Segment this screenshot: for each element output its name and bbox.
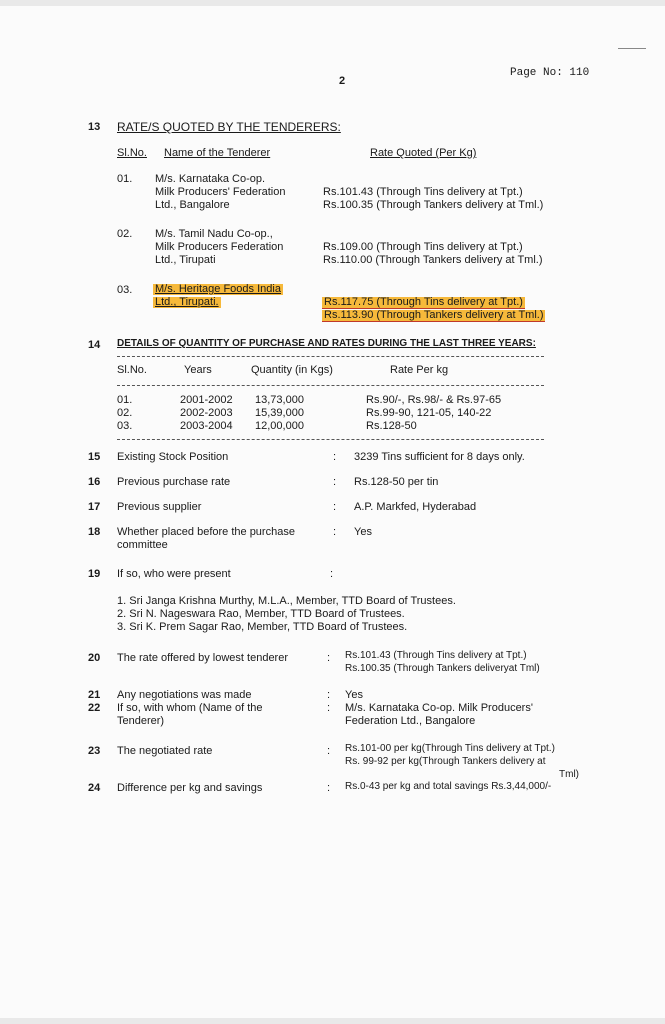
s13-row2-name-line2: Milk Producers Federation	[155, 241, 284, 253]
item-15-label: Existing Stock Position	[117, 451, 229, 463]
s14-row1-rate: Rs.90/-, Rs.98/- & Rs.97-65	[366, 394, 502, 406]
item-20-colon: :	[327, 652, 331, 664]
s14-col-slno: Sl.No.	[117, 364, 147, 376]
s13-row1-name-line1: M/s. Karnataka Co-op.	[155, 173, 266, 185]
item-17-value: A.P. Markfed, Hyderabad	[354, 501, 477, 513]
section-14-number: 14	[88, 339, 101, 351]
item-16-label: Previous purchase rate	[117, 476, 231, 488]
page-number: 2	[339, 75, 346, 87]
scan-mark	[618, 48, 646, 49]
item-23-number: 23	[88, 745, 101, 757]
s13-row3-rate1: Rs.117.75 (Through Tins delivery at Tpt.)	[324, 296, 523, 308]
item-15-number: 15	[88, 451, 101, 463]
item-23-value-line2: Rs. 99-92 per kg(Through Tankers delivery at	[345, 756, 546, 767]
item-16-colon: :	[333, 476, 337, 488]
document-page	[0, 6, 665, 1018]
s14-row2-rate: Rs.99-90, 121-05, 140-22	[366, 407, 492, 419]
item-20-label: The rate offered by lowest tenderer	[117, 652, 289, 664]
s14-row1-qty: 13,73,000	[255, 394, 304, 406]
section-14-title: DETAILS OF QUANTITY OF PURCHASE AND RATES DURING THE LAST THREE YEARS:	[117, 338, 536, 349]
item-17-colon: :	[333, 501, 337, 513]
item-22-value-line2: Federation Ltd., Bangalore	[345, 715, 476, 727]
s13-row2-name-line3: Ltd., Tirupati	[155, 254, 216, 266]
item-23-value-line3: Tml)	[559, 769, 579, 780]
item-24-number: 24	[88, 782, 101, 794]
s14-row3-year: 2003-2004	[180, 420, 233, 432]
s13-row1-name-line3: Ltd., Bangalore	[155, 199, 230, 211]
s13-row2-name-line1: M/s. Tamil Nadu Co-op.,	[155, 228, 273, 240]
s13-row2-rate2: Rs.110.00 (Through Tankers delivery at Tml.)	[323, 254, 543, 266]
item-23-label: The negotiated rate	[117, 745, 213, 757]
item-22-label-line1: If so, with whom (Name of the	[117, 702, 263, 714]
item-18-colon: :	[333, 526, 337, 538]
item-22-number: 22	[88, 702, 101, 714]
item-19-number: 19	[88, 568, 101, 580]
item-24-colon: :	[327, 782, 331, 794]
item-23-value-line1: Rs.101-00 per kg(Through Tins delivery at Tpt.)	[345, 743, 555, 754]
s13-row3-no: 03.	[117, 284, 133, 296]
s13-row1-no: 01.	[117, 173, 133, 185]
item-18-label-line1: Whether placed before the purchase	[117, 526, 295, 538]
s13-row2-rate1: Rs.109.00 (Through Tins delivery at Tpt.)	[323, 241, 523, 253]
section-13-title: RATE/S QUOTED BY THE TENDERERS:	[117, 120, 341, 134]
item-22-label-line2: Tenderer)	[117, 715, 165, 727]
item-20-value-line2: Rs.100.35 (Through Tankers deliveryat Tml)	[345, 663, 540, 674]
s13-row1-rate1: Rs.101.43 (Through Tins delivery at Tpt.)	[323, 186, 523, 198]
s13-row3-name-line1: M/s. Heritage Foods India	[155, 283, 281, 295]
item-19-member-3: 3. Sri K. Prem Sagar Rao, Member, TTD Board of Trustees.	[117, 621, 408, 633]
item-19-member-2: 2. Sri N. Nageswara Rao, Member, TTD Board of Trustees.	[117, 608, 405, 620]
item-24-value: Rs.0-43 per kg and total savings Rs.3,44,000/-	[345, 781, 552, 792]
item-17-number: 17	[88, 501, 101, 513]
item-22-value-line1: M/s. Karnataka Co-op. Milk Producers'	[345, 702, 533, 714]
item-21-colon: :	[327, 689, 331, 701]
item-16-value: Rs.128-50 per tin	[354, 476, 439, 488]
item-19-colon: :	[330, 568, 334, 580]
s14-row3-no: 03.	[117, 420, 133, 432]
s14-rule-top	[117, 356, 544, 357]
item-19-label: If so, who were present	[117, 568, 231, 580]
s14-col-rate: Rate Per kg	[390, 364, 449, 376]
s13-row2-no: 02.	[117, 228, 133, 240]
s13-col-name: Name of the Tenderer	[164, 147, 271, 159]
item-18-number: 18	[88, 526, 101, 538]
item-21-label: Any negotiations was made	[117, 689, 252, 701]
item-21-number: 21	[88, 689, 101, 701]
s14-row3-rate: Rs.128-50	[366, 420, 417, 432]
s13-row3-name-line2: Ltd., Tirupati.	[155, 296, 219, 308]
item-19-member-1: 1. Sri Janga Krishna Murthy, M.L.A., Member, TTD Board of Trustees.	[117, 595, 456, 607]
item-15-colon: :	[333, 451, 337, 463]
s14-row2-no: 02.	[117, 407, 133, 419]
s13-col-slno: Sl.No.	[117, 147, 147, 159]
s13-col-rate: Rate Quoted (Per Kg)	[370, 147, 477, 159]
item-22-colon: :	[327, 702, 331, 714]
item-20-number: 20	[88, 652, 101, 664]
item-24-label: Difference per kg and savings	[117, 782, 263, 794]
s14-col-qty: Quantity (in Kgs)	[251, 364, 333, 376]
s14-col-years: Years	[184, 364, 212, 376]
s13-row3-rate2: Rs.113.90 (Through Tankers delivery at Tml.)	[324, 309, 544, 321]
section-13-number: 13	[88, 121, 101, 133]
s14-rule-bottom	[117, 439, 544, 440]
item-21-value: Yes	[345, 689, 363, 701]
s13-row1-name-line2: Milk Producers' Federation	[155, 186, 286, 198]
s14-row2-year: 2002-2003	[180, 407, 233, 419]
item-18-value: Yes	[354, 526, 372, 538]
s14-row1-year: 2001-2002	[180, 394, 233, 406]
item-16-number: 16	[88, 476, 101, 488]
s14-row3-qty: 12,00,000	[255, 420, 304, 432]
item-17-label: Previous supplier	[117, 501, 202, 513]
s14-rule-header	[117, 385, 544, 386]
item-18-label-line2: committee	[117, 539, 168, 551]
page-no-label: Page No: 110	[510, 67, 590, 79]
item-15-value: 3239 Tins sufficient for 8 days only.	[354, 451, 525, 463]
s14-row1-no: 01.	[117, 394, 133, 406]
item-20-value-line1: Rs.101.43 (Through Tins delivery at Tpt.)	[345, 650, 527, 661]
s14-row2-qty: 15,39,000	[255, 407, 304, 419]
item-23-colon: :	[327, 745, 331, 757]
s13-row1-rate2: Rs.100.35 (Through Tankers delivery at Tml.)	[323, 199, 544, 211]
